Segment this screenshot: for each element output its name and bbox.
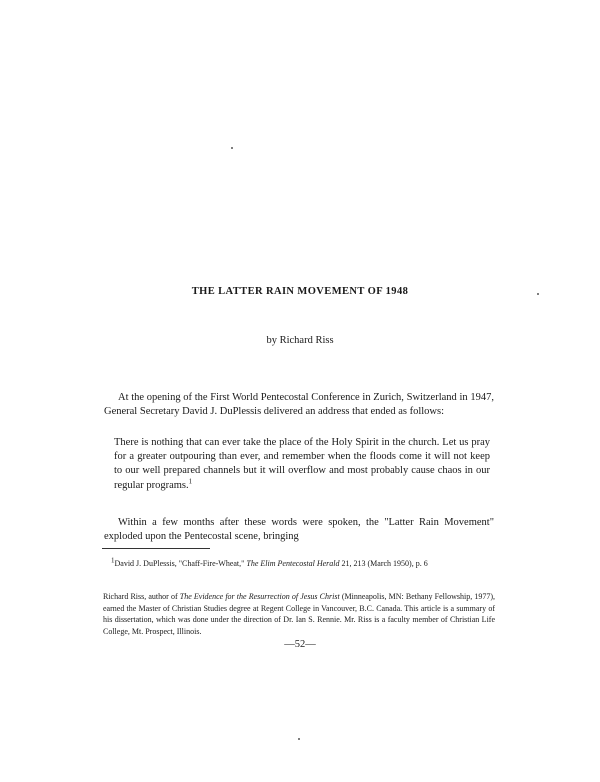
body-paragraph-2: Within a few months after these words were spoken, the "Latter Rain Movement" exploded upon the Pentecostal scene, bringing bbox=[104, 517, 494, 543]
author-book-title: The Evidence for the Resurrection of Jesus Christ bbox=[179, 592, 340, 601]
scan-speck bbox=[231, 147, 233, 149]
body-paragraph-1: At the opening of the First World Pentecostal Conference in Zurich, Switzerland in 1947, General Secretary David J. DuPlessis delivered an address that ended as follows: bbox=[104, 392, 494, 418]
scan-speck bbox=[537, 293, 539, 295]
page-number: —52— bbox=[284, 639, 316, 650]
footnote-1 bbox=[103, 558, 495, 570]
footnote-journal: The Elim Pentecostal Herald bbox=[246, 559, 340, 568]
author-byline: by Richard Riss bbox=[266, 335, 334, 346]
footnote-citation-end: 21, 213 (March 1950), p. 6 bbox=[339, 559, 428, 568]
article-title: THE LATTER RAIN MOVEMENT OF 1948 bbox=[191, 286, 409, 297]
block-quote-text: There is nothing that can ever take the place of the Holy Spirit in the church. Let us pray for a greater outpouring than ever, and remember when the floods come it will not keep to our well prepared channels but it will overflow and most probably cause chaos in our regular programs. bbox=[114, 437, 490, 491]
block-quote bbox=[114, 436, 490, 493]
author-bio-end: (Minneapolis, MN: Bethany Fellowship, 1977), earned the Master of Christian Studies degree at Regent College in Vancouver, B.C. Canada. This article is a summary of his dissertation, which was done under the direction of Dr. Ian S. Rennie. Mr. Riss is a faculty member of Christian Life College, Mt. Prospect, Illinois. bbox=[103, 592, 496, 636]
scan-speck bbox=[298, 738, 300, 740]
author-bio-note bbox=[103, 591, 495, 637]
footnote-citation-start: David J. DuPlessis, "Chaff-Fire-Wheat," bbox=[114, 559, 247, 568]
author-bio-start: Richard Riss, author of bbox=[103, 592, 180, 601]
footnote-marker: 1 bbox=[111, 556, 115, 565]
footnote-divider bbox=[102, 548, 210, 549]
footnote-reference: 1 bbox=[188, 477, 193, 486]
